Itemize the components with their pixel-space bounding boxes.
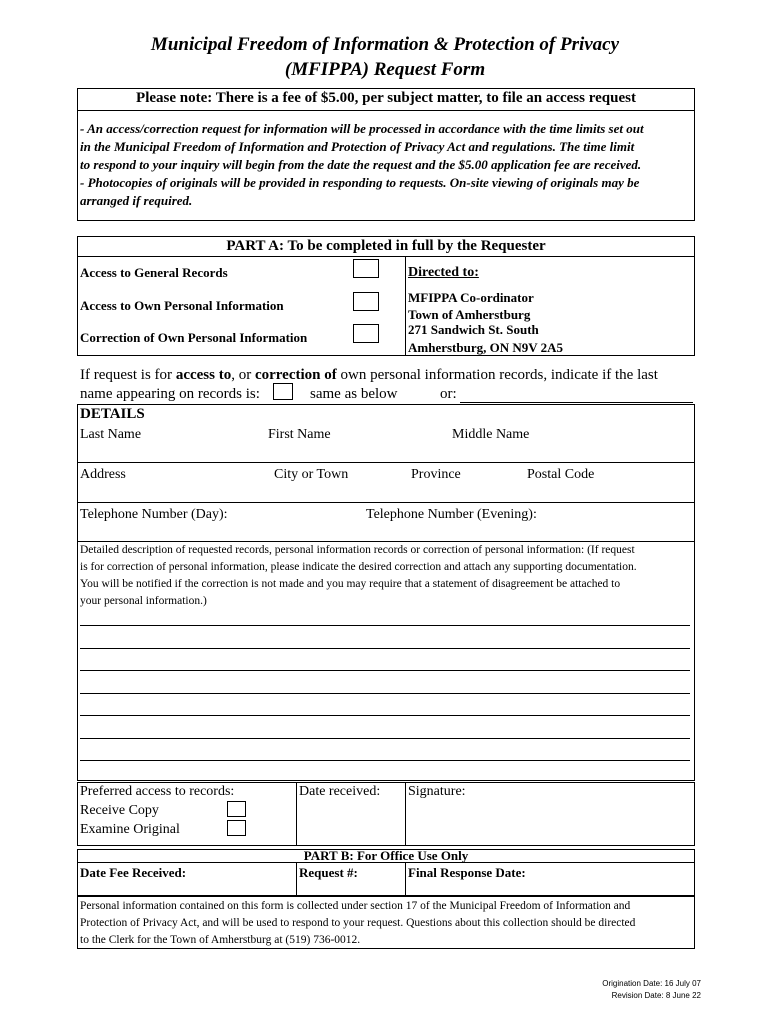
address-field[interactable]: Address xyxy=(80,467,126,482)
last-name-prompt-line2: name appearing on records is: xyxy=(80,386,260,402)
fee-note: Please note: There is a fee of $5.00, per subject matter, to file an access request xyxy=(136,90,636,106)
description-line[interactable] xyxy=(80,670,690,671)
telephone-day-field[interactable]: Telephone Number (Day): xyxy=(80,507,228,522)
request-number-field[interactable]: Request #: xyxy=(299,865,358,880)
same-as-below-label: same as below xyxy=(310,386,398,402)
notice-line: in the Municipal Freedom of Information and Protection of Privacy Act and regulations. The time limit xyxy=(80,139,635,154)
details-heading: DETAILS xyxy=(80,406,145,422)
own-personal-checkbox[interactable] xyxy=(353,292,379,311)
description-line[interactable] xyxy=(80,760,690,761)
option-own-personal-label: Access to Own Personal Information xyxy=(80,298,284,313)
description-line[interactable] xyxy=(80,648,690,649)
directed-to-line: Amherstburg, ON N9V 2A5 xyxy=(408,340,564,355)
part-a-heading: PART A: To be completed in full by the Requester xyxy=(226,238,546,254)
receive-copy-label: Receive Copy xyxy=(80,803,159,818)
date-received-field[interactable]: Date received: xyxy=(299,784,381,799)
form-title-line1: Municipal Freedom of Information & Protection of Privacy xyxy=(150,34,620,55)
description-instructions: Detailed description of requested records, personal information records or correction of personal information: (If request is for correction of personal information, please indicate the desired correction and attach any supporting documentation. You will be notified if the correction is not made and you may require that a statement of disagreement be attached to your personal information.) xyxy=(80,544,637,607)
directed-to-line: Town of Amherstburg xyxy=(408,307,531,322)
form-title-line2: (MFIPPA) Request Form xyxy=(284,59,486,80)
correction-checkbox[interactable] xyxy=(353,324,379,343)
province-field[interactable]: Province xyxy=(411,467,461,482)
or-label: or: xyxy=(440,386,457,402)
part-b-heading: PART B: For Office Use Only xyxy=(303,848,469,863)
origination-date: Origination Date: 16 July 07 xyxy=(602,979,701,988)
first-name-field[interactable]: First Name xyxy=(268,427,331,442)
notice-line: - Photocopies of originals will be provided in responding to requests. On-site viewing of originals may be xyxy=(80,175,640,190)
directed-to-label: Directed to: xyxy=(408,265,479,280)
notice-line: arranged if required. xyxy=(80,193,193,208)
notice-line: - An access/correction request for information will be processed in accordance with the time limits set out xyxy=(80,121,644,136)
notice-line: to respond to your inquiry will begin from the date the request and the $5.00 application fee are received. xyxy=(80,157,642,172)
date-fee-received-field[interactable]: Date Fee Received: xyxy=(80,865,187,880)
middle-name-field[interactable]: Middle Name xyxy=(452,427,530,442)
last-name-field[interactable]: Last Name xyxy=(80,427,142,442)
directed-to-line: 271 Sandwich St. South xyxy=(408,322,539,337)
description-line[interactable] xyxy=(80,693,690,694)
postal-code-field[interactable]: Postal Code xyxy=(527,467,595,482)
directed-to-line: MFIPPA Co-ordinator xyxy=(408,290,534,305)
description-line[interactable] xyxy=(80,625,690,626)
option-correction-label: Correction of Own Personal Information xyxy=(80,330,308,345)
last-name-alt-line[interactable] xyxy=(460,402,693,403)
description-line[interactable] xyxy=(80,715,690,716)
option-general-records-label: Access to General Records xyxy=(80,265,228,280)
receive-copy-checkbox[interactable] xyxy=(227,801,246,817)
general-records-checkbox[interactable] xyxy=(353,259,379,278)
examine-original-checkbox[interactable] xyxy=(227,820,246,836)
final-response-date-field[interactable]: Final Response Date: xyxy=(408,865,526,880)
description-line[interactable] xyxy=(80,738,690,739)
examine-original-label: Examine Original xyxy=(80,822,180,837)
signature-field[interactable]: Signature: xyxy=(408,784,466,799)
city-field[interactable]: City or Town xyxy=(274,467,349,482)
telephone-evening-field[interactable]: Telephone Number (Evening): xyxy=(366,507,537,522)
preferred-access-label: Preferred access to records: xyxy=(80,784,235,799)
last-name-prompt: If request is for access to, or correction of own personal information records, indicate if the last xyxy=(80,367,658,383)
privacy-notice: Personal information contained on this form is collected under section 17 of the Municipal Freedom of Information and Protection of Privacy Act, and will be used to respond to your request. Questions about this collection should be directed to the Clerk for the Town of Amherstburg at (519) 736-0012. xyxy=(80,900,636,946)
revision-date: Revision Date: 8 June 22 xyxy=(611,991,701,1000)
same-as-below-checkbox[interactable] xyxy=(273,383,293,400)
